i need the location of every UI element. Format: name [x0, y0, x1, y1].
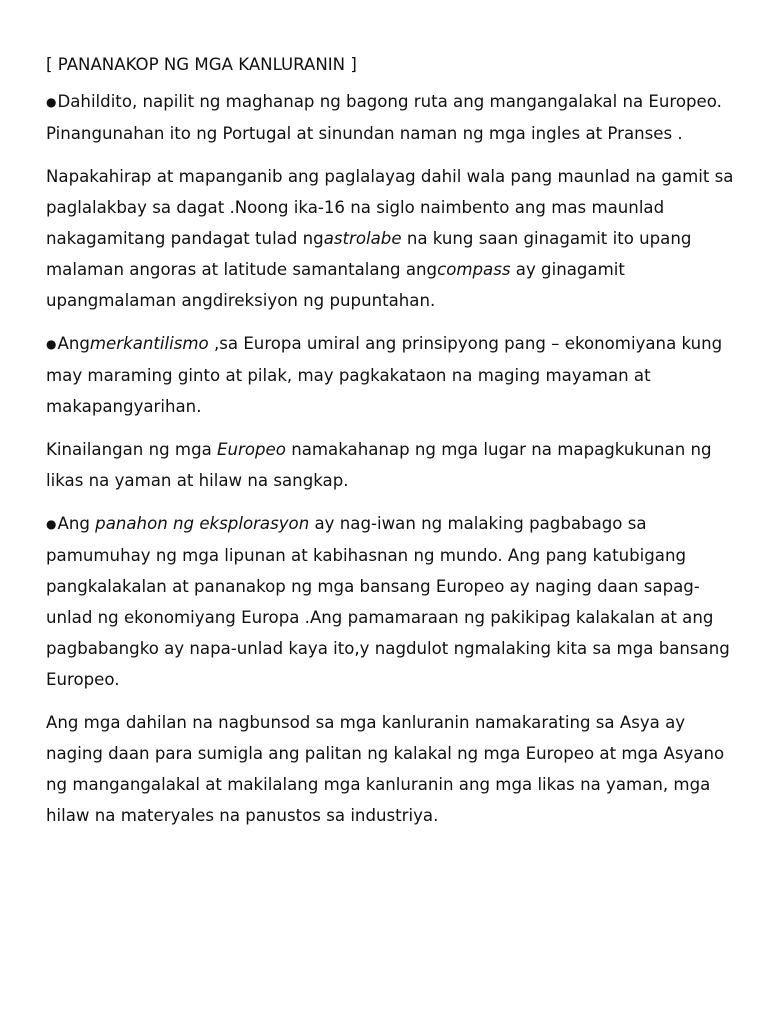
paragraph-5: [46, 508, 736, 695]
paragraph-2-text-e: ay ginagamit upangmalaman angdireksiyon ng pupuntahan.: [46, 260, 625, 310]
paragraph-5-text-c: ay nag-iwan ng malaking pagbabago sa pamumuhay ng mga lipunan at kabihasnan ng mundo. Ang pang katubigang pangkalakalan at pananakop ng mga bansang Europeo ay naging daan sapag-unlad ng ekonomiyang Europa .Ang pamamaraan ng pakikipag kalakalan at ang pagbabangko ay napa-unlad kaya ito,y nagdulot ngmalaking kita sa mga bansang Europeo.: [46, 514, 730, 689]
page-title: [ PANANAKOP NG MGA KANLURANIN ]: [46, 55, 357, 74]
paragraph-2-text-a: Napakahirap at mapanganib ang paglalayag dahil wala pang maunlad na gamit sa paglalakbay sa dagat .Noong ika-16 na siglo naimbento ang mas maunlad nakagamitang pandagat tulad ng: [46, 167, 734, 248]
term-compass: compass: [437, 260, 511, 279]
bullet-icon: ●: [46, 517, 57, 531]
bullet-icon: ●: [46, 337, 57, 351]
term-merkantilismo: merkantilismo: [89, 334, 209, 353]
paragraph-4: [46, 434, 736, 496]
paragraph-4-text-a: Kinailangan ng mga: [46, 440, 218, 459]
term-panahon-ng-eksplorasyon: panahon ng eksplorasyon: [95, 514, 310, 533]
bullet-icon: ●: [46, 95, 57, 109]
paragraph-2-text-c: na kung saan ginagamit ito upang malaman angoras at latitude samantalang ang: [46, 229, 692, 279]
paragraph-5-text-a: Ang: [57, 514, 96, 533]
paragraph-6-text: Ang mga dahilan na nagbunsod sa mga kanluranin namakarating sa Asya ay naging daan para sumigla ang palitan ng kalakal ng mga Europeo at mga Asyano ng mangangalakal at makilalang mga kanluranin ang mga likas na yaman, mga hilaw na materyales na panustos sa industriya.: [46, 713, 725, 825]
paragraph-1: [46, 86, 736, 149]
paragraph-4-text-c: namakahanap ng mga lugar na mapagkukunan ng likas na yaman at hilaw na sangkap.: [46, 440, 712, 490]
paragraph-3: [46, 328, 736, 422]
paragraph-3-text-c: ,sa Europa umiral ang prinsipyong pang – ekonomiyana kung may maraming ginto at pilak, may pagkakataon na maging mayaman at makapangyarihan.: [46, 334, 723, 416]
term-astrolabe: astrolabe: [323, 229, 402, 248]
paragraph-1-text: Dahildito, napilit ng maghanap ng bagong ruta ang mangangalakal na Europeo. Pinangunahan ito ng Portugal at sinundan naman ng mga ingles at Pranses .: [46, 92, 722, 143]
paragraph-6: [46, 707, 736, 831]
term-europeo: Europeo: [217, 440, 286, 459]
paragraph-3-text-a: Ang: [57, 334, 90, 353]
document-body: [46, 52, 736, 843]
paragraph-2: [46, 161, 736, 316]
